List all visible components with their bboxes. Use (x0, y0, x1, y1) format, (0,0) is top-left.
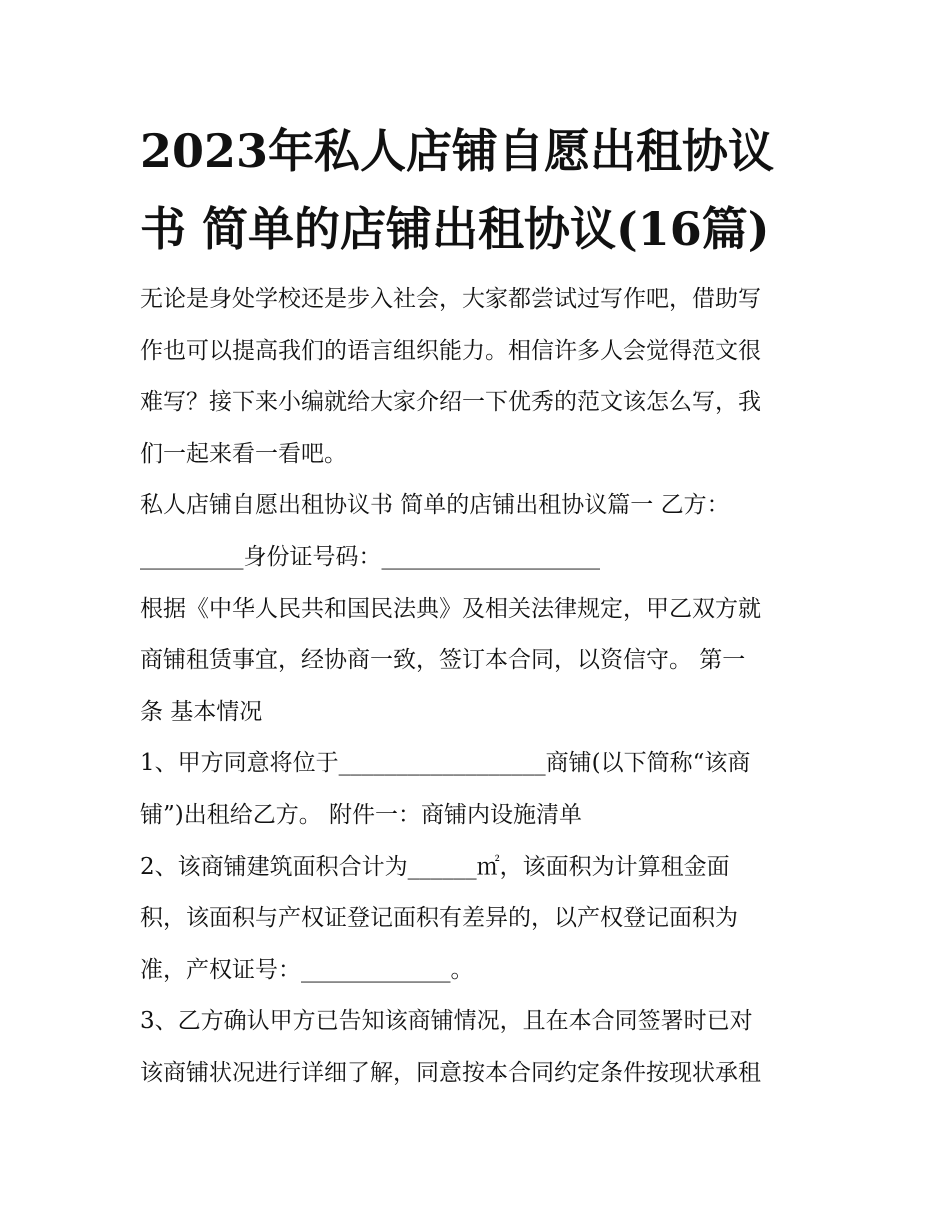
document-page (140, 112, 812, 1100)
section-heading-paragraph (140, 480, 812, 583)
paragraph-line: 积，该面积与产权证登记面积有差异的，以产权登记面积为 (140, 905, 738, 932)
paragraph-line: _________身份证号码：___________________ (140, 543, 600, 570)
clause-2-paragraph (140, 842, 812, 997)
paragraph-line: 私人店铺自愿出租协议书 简单的店铺出租协议篇一 乙方： (140, 492, 730, 519)
paragraph-line: 铺”)出租给乙方。 附件一：商铺内设施清单 (140, 801, 583, 828)
paragraph-line: 准，产权证号：_____________。 (140, 956, 474, 983)
paragraph-line: 3、乙方确认甲方已告知该商铺情况，且在本合同签署时已对 (140, 1008, 753, 1035)
paragraph-line: 无论是身处学校还是步入社会，大家都尝试过写作吧，借助写 (140, 286, 761, 312)
title-line-2: 书 简单的店铺出租协议(16篇) (140, 202, 770, 256)
clause-3-paragraph (140, 996, 812, 1099)
paragraph-line: 根据《中华人民共和国民法典》及相关法律规定，甲乙双方就 (140, 595, 761, 622)
intro-paragraph (140, 274, 812, 480)
document-title (140, 112, 812, 268)
legal-basis-paragraph (140, 584, 812, 739)
title-line-1: 2023年私人店铺自愿出租协议 (140, 124, 775, 178)
paragraph-line: 1、甲方同意将位于__________________商铺(以下简称“该商 (140, 750, 751, 777)
paragraph-line: 该商铺状况进行详细了解，同意按本合同约定条件按现状承租 (140, 1059, 761, 1086)
paragraph-line: 们一起来看一看吧。 (140, 440, 347, 467)
clause-1-paragraph (140, 738, 812, 841)
paragraph-line: 2、该商铺建筑面积合计为______㎡，该面积为计算租金面 (140, 853, 730, 880)
paragraph-line: 难写？接下来小编就给大家介绍一下优秀的范文该怎么写，我 (140, 389, 761, 416)
paragraph-line: 商铺租赁事宜，经协商一致，签订本合同，以资信守。 第一 (140, 647, 746, 674)
paragraph-line: 作也可以提高我们的语言组织能力。相信许多人会觉得范文很 (140, 337, 761, 364)
paragraph-line: 条 基本情况 (140, 698, 263, 725)
